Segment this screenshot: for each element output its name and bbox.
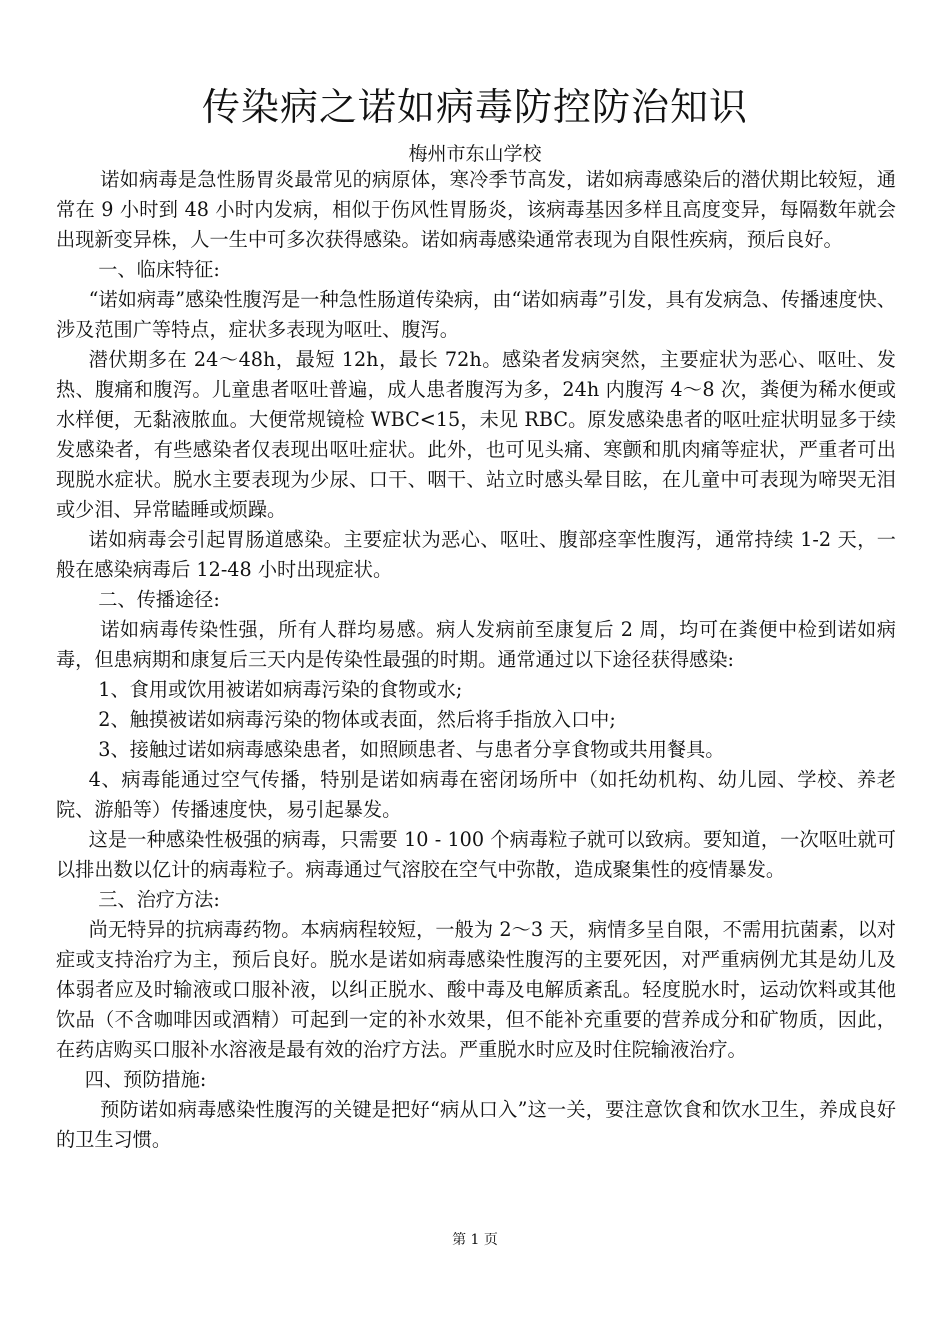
section-heading-transmission: 二、传播途径:	[98, 588, 220, 611]
section-heading-clinical: 一、临床特征:	[98, 258, 220, 281]
treatment-paragraph: 尚无特异的抗病毒药物。本病病程较短，一般为 2～3 天，病情多呈自限，不需用抗菌素，以对症或支持治疗为主，预后良好。脱水是诺如病毒感染性腹泻的主要死因，对严重病例尤其是幼儿及体弱者应及时输液或口服补液，以纠正脱水、酸中毒及电解质紊乱。轻度脱水时，运动饮料或其他饮品（不含咖啡因或酒精）可起到一定的补水效果，但不能补充重要的营养成分和矿物质，因此，在药店购买口服补水溶液是最有效的治疗方法。严重脱水时应及时住院输液治疗。	[56, 918, 896, 1061]
school-name: 梅州市东山学校	[408, 143, 542, 165]
clinical-paragraph-3: 诺如病毒会引起胃肠道感染。主要症状为恶心、呕吐、腹部痉挛性腹泻，通常持续 1-2 天，一般在感染病毒后 12-48 小时出现症状。	[56, 528, 896, 581]
section-heading-prevention: 四、预防措施:	[84, 1068, 207, 1091]
document-body	[56, 165, 896, 1155]
transmission-item-2: 2、触摸被诺如病毒污染的物体或表面，然后将手指放入口中;	[98, 708, 616, 731]
intro-paragraph: 诺如病毒是急性肠胃炎最常见的病原体，寒冷季节高发，诺如病毒感染后的潜伏期比较短，通常在 9 小时到 48 小时内发病，相似于伤风性胃肠炎，该病毒基因多样且高度变异，每隔数年就会出现新变异株，人一生中可多次获得感染。诺如病毒感染通常表现为自限性疾病，预后良好。	[56, 168, 896, 251]
transmission-item-1: 1、食用或饮用被诺如病毒污染的食物或水;	[98, 678, 463, 701]
transmission-item-4: 4、病毒能通过空气传播，特别是诺如病毒在密闭场所中（如托幼机构、幼儿园、学校、养老院、游船等）传播速度快，易引起暴发。	[56, 768, 896, 821]
document-title: 传染病之诺如病毒防控防治知识	[201, 85, 748, 129]
section-heading-treatment: 三、治疗方法:	[98, 888, 220, 911]
transmission-paragraph-2: 这是一种感染性极强的病毒，只需要 10 - 100 个病毒粒子就可以致病。要知道，一次呕吐就可以排出数以亿计的病毒粒子。病毒通过气溶胶在空气中弥散，造成聚集性的疫情暴发。	[56, 828, 896, 881]
clinical-paragraph-1: “诺如病毒”感染性腹泻是一种急性肠道传染病，由“诺如病毒”引发，具有发病急、传播速度快、涉及范围广等特点，症状多表现为呕吐、腹泻。	[56, 288, 896, 341]
transmission-paragraph-1: 诺如病毒传染性强，所有人群均易感。病人发病前至康复后 2 周，均可在粪便中检到诺如病毒，但患病期和康复后三天内是传染性最强的时期。通常通过以下途径获得感染:	[56, 618, 896, 671]
transmission-item-3: 3、接触过诺如病毒感染患者，如照顾患者、与患者分享食物或共用餐具。	[98, 738, 725, 761]
clinical-paragraph-2: 潜伏期多在 24～48h，最短 12h，最长 72h。感染者发病突然，主要症状为恶心、呕吐、发热、腹痛和腹泻。儿童患者呕吐普遍，成人患者腹泻为多，24h 内腹泻 4～8 次，粪便为稀水便或水样便，无黏液脓血。大便常规镜检 WBC<15，未见 RBC。原发感染患者的呕吐症状明显多于续发感染者，有些感染者仅表现出呕吐症状。此外，也可见头痛、寒颤和肌肉痛等症状，严重者可出现脱水症状。脱水主要表现为少尿、口干、咽干、站立时感头晕目眩，在儿童中可表现为啼哭无泪或少泪、异常瞌睡或烦躁。	[56, 348, 896, 521]
page-number: 第 1 页	[452, 1232, 498, 1248]
prevention-paragraph: 预防诺如病毒感染性腹泻的关键是把好“病从口入”这一关，要注意饮食和饮水卫生，养成良好的卫生习惯。	[56, 1098, 896, 1151]
